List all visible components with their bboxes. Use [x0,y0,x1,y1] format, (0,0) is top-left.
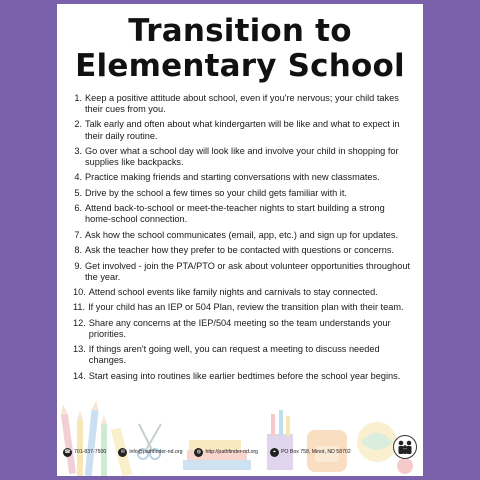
list-item-text: Attend back-to-school or meet-the-teacher nights to start building a strong home-school connection. [85,203,385,225]
title-line-1: Transition to [128,13,352,49]
list-item [73,93,411,115]
list-item-text: Get involved - join the PTA/PTO or ask about volunteer opportunities throughout the year. [85,260,410,282]
list-item-number: 2. [74,119,82,130]
list-item-number: 9. [74,260,82,271]
list-item-text: If your child has an IEP or 504 Plan, review the transition plan with their team. [88,302,404,313]
footer-phone [63,448,106,457]
list-item-number: 11. [73,302,86,313]
list-item-text: Attend school events like family nights and carnivals to stay connected. [88,286,378,297]
list-item-number: 8. [74,245,82,256]
list-item [73,318,411,340]
list-item [73,302,411,313]
list-item-text: Ask how the school communicates (email, app, etc.) and sign up for updates. [85,229,399,240]
list-item [73,245,411,256]
list-item [73,188,411,199]
family-logo-icon [393,435,417,459]
list-item-number: 5. [74,187,82,198]
list-item-number: 6. [74,203,82,214]
flyer-page [57,4,423,476]
email-icon: ✉ [118,448,127,457]
list-item-number: 4. [74,172,82,183]
phone-number: 701-837-7500 [74,449,107,455]
mailing-address: PO Box 758, Minot, ND 58702 [280,449,351,455]
list-item-number: 1. [74,93,82,103]
list-item-number: 3. [74,145,82,156]
list-item-text: Share any concerns at the IEP/504 meeting so the team understands your priorities. [88,317,391,339]
list-item-text: If things aren't going well, you can request a meeting to discuss needed changes. [88,344,380,366]
list-item-text: Drive by the school a few times so your child gets familiar with it. [85,187,347,198]
list-item-number: 13. [73,344,86,355]
list-item [73,172,411,183]
list-item-number: 12. [73,317,86,328]
list-item [73,119,411,141]
list-item-number: 14. [73,370,86,381]
list-item [73,261,411,283]
list-item-number: 7. [74,229,82,240]
list-item-text: Ask the teacher how they prefer to be contacted with questions or concerns. [85,245,394,256]
list-item-text: Go over what a school day will look like and involve your child in shopping for supplies like backpacks. [85,145,399,168]
globe-icon: ◍ [194,448,203,457]
footer-website[interactable] [194,448,258,457]
tips-list [73,93,411,386]
list-item [73,230,411,241]
website-link[interactable]: http://pathfinder-nd.org [205,449,258,455]
email-link[interactable]: info@pathfinder-nd.org [129,449,183,455]
footer-email[interactable] [118,448,182,457]
page-title [57,14,423,84]
footer-address [270,448,351,457]
list-item [73,146,411,168]
list-item [73,203,411,225]
list-item [73,344,411,366]
list-item [73,371,411,382]
list-item [73,287,411,298]
list-item-text: Keep a positive attitude about school, even if you're nervous; your child takes their cues from you. [85,93,399,115]
list-item-text: Practice making friends and starting conversations with new classmates. [85,172,380,183]
location-pin-icon: ⌖ [270,448,279,457]
school-supplies-illustration [57,384,423,476]
phone-icon: ☎ [64,449,71,455]
list-item-number: 10. [73,286,86,297]
list-item-text: Start easing into routines like earlier bedtimes before the school year begins. [88,370,401,381]
title-line-2: Elementary School [75,48,405,84]
footer-contact-bar [63,445,417,459]
list-item-text: Talk early and often about what kindergarten will be like and what to expect in their daily routine. [85,119,400,141]
